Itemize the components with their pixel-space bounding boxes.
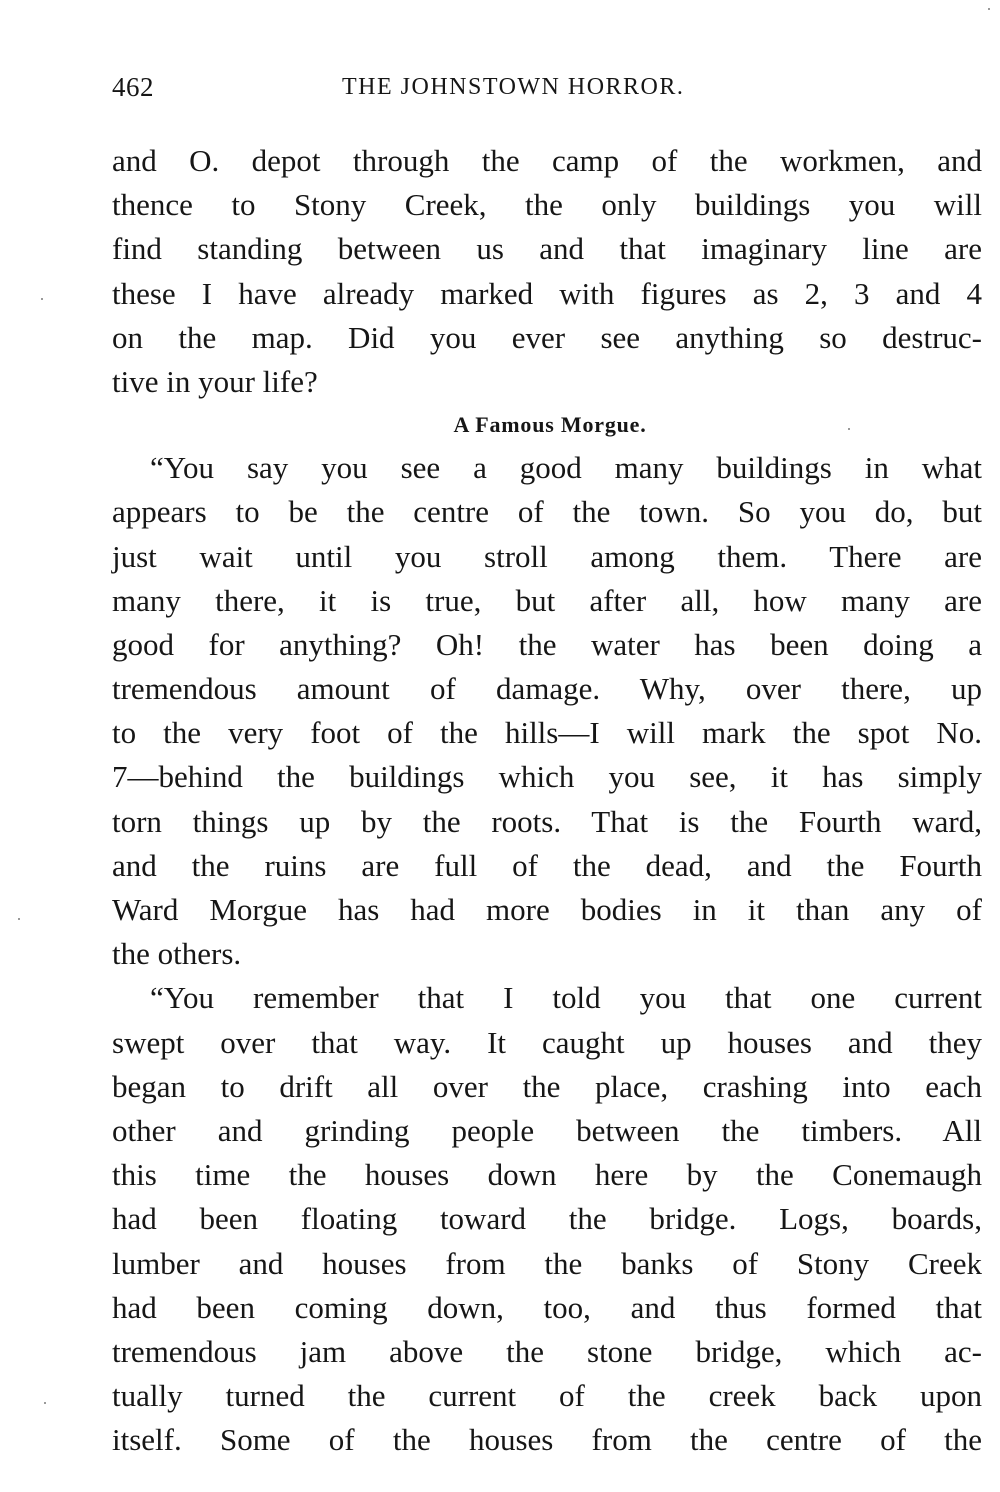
- paragraph-1: [112, 139, 982, 404]
- text-line: lumber and houses from the banks of Stony Creek: [112, 1245, 982, 1281]
- text-line: swept over that way. It caught up houses and they: [112, 1024, 982, 1060]
- text-line: 7—behind the buildings which you see, it has simply: [112, 759, 982, 795]
- text-line: “You say you see a good many buildings in what: [150, 450, 982, 486]
- text-line: tive in your life?: [112, 363, 318, 399]
- text-line: had been coming down, too, and thus formed that: [112, 1289, 982, 1325]
- text-line: and the ruins are full of the dead, and the Fourth: [112, 847, 982, 883]
- text-line: began to drift all over the place, crashing into each: [112, 1068, 982, 1104]
- scan-speck: [848, 428, 850, 430]
- paragraph-3: [112, 976, 982, 1462]
- text-line: torn things up by the roots. That is the Fourth ward,: [112, 803, 982, 839]
- running-title: THE JOHNSTOWN HORROR.: [342, 74, 685, 100]
- scan-speck: [41, 298, 43, 300]
- text-line: had been floating toward the bridge. Logs, boards,: [112, 1201, 982, 1237]
- page-number: 462: [112, 72, 154, 102]
- text-line: tremendous jam above the stone bridge, which ac-: [112, 1333, 982, 1369]
- paragraph-2: [112, 446, 982, 976]
- text-line: thence to Stony Creek, the only buildings you will: [112, 187, 982, 223]
- text-line: this time the houses down here by the Conemaugh: [112, 1157, 982, 1193]
- text-line: itself. Some of the houses from the centre of the: [112, 1422, 982, 1458]
- running-head: [112, 72, 982, 112]
- text-line: “You remember that I told you that one current: [150, 980, 982, 1016]
- text-line: Ward Morgue has had more bodies in it than any of: [112, 892, 982, 927]
- text-line: to the very foot of the hills—I will mark the spot No.: [112, 715, 982, 751]
- text-line: tually turned the current of the creek back upon: [112, 1378, 982, 1414]
- text-line: these I have already marked with figures as 2, 3 and 4: [112, 275, 982, 311]
- scan-speck: [18, 918, 20, 920]
- scan-speck: [988, 8, 990, 10]
- text-line: tremendous amount of damage. Why, over there, up: [112, 671, 982, 707]
- text-line: just wait until you stroll among them. There are: [112, 538, 982, 574]
- text-line: many there, it is true, but after all, how many are: [112, 582, 982, 618]
- text-line: find standing between us and that imaginary line are: [112, 231, 982, 267]
- text-line: the others.: [112, 936, 242, 972]
- text-line: other and grinding people between the timbers. All: [112, 1112, 982, 1148]
- text-line: good for anything? Oh! the water has been doing a: [112, 626, 982, 662]
- body-text: [112, 139, 982, 1462]
- text-line: on the map. Did you ever see anything so destruc-: [112, 319, 982, 355]
- scan-speck: [44, 1402, 46, 1404]
- text-line: and O. depot through the camp of the workmen, and: [112, 143, 982, 178]
- text-line: appears to be the centre of the town. So you do, but: [112, 494, 982, 530]
- section-heading: A Famous Morgue.: [453, 412, 647, 438]
